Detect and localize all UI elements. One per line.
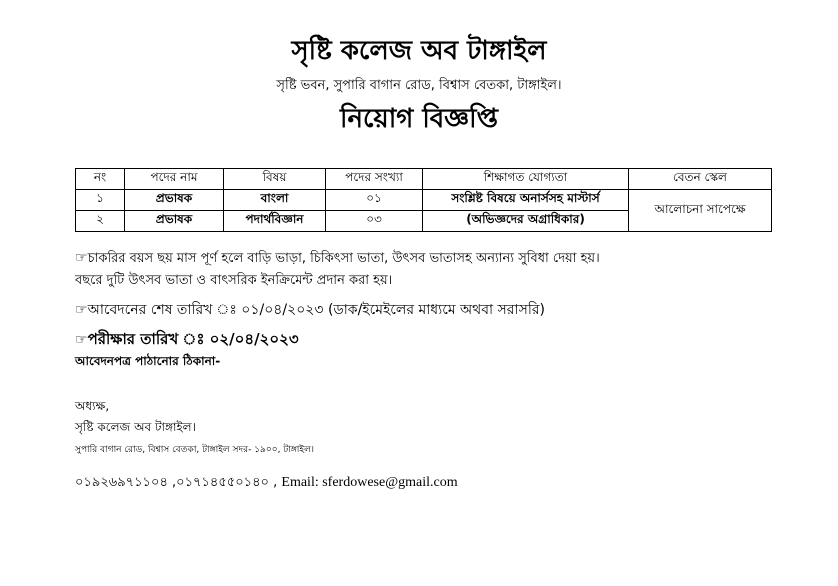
benefits-line-2: বছরে দুটি উৎসব ভাতা ও বাৎসরিক ইনক্রিমেন্ট প্রদান করা হয়। — [75, 273, 393, 288]
deadline-text: আবেদনের শেষ তারিখ ঃ ০১/০৪/২০২৩ (ডাক/ইমেইলের মাধ্যমে অথবা সরাসরি) — [87, 302, 545, 318]
col-header-subject: বিষয় — [224, 169, 326, 190]
col-header-count: পদের সংখ্যা — [326, 169, 423, 190]
cell-post: প্রভাষক — [125, 190, 224, 211]
send-to-label: আবেদনপত্র পাঠানোর ঠিকানা- — [75, 354, 221, 368]
recipient-college: সৃষ্টি কলেজ অব টাঙ্গাইল। — [75, 420, 196, 434]
pointing-hand-icon: ☞ — [75, 250, 88, 266]
col-header-no: নং — [76, 169, 125, 190]
cell-count: ০১ — [326, 190, 423, 211]
college-title: সৃষ্টি কলেজ অব টাঙ্গাইল — [291, 36, 547, 66]
pointing-hand-icon: ☞ — [75, 332, 88, 348]
table-header-row — [76, 169, 772, 190]
benefits-line-1 — [75, 249, 600, 270]
cell-qualification-line2: (অভিজ্ঞদের অগ্রাধিকার) — [423, 211, 629, 232]
cell-subject: বাংলা — [224, 190, 326, 211]
benefits-text-1: চাকরির বয়স ছয় মাস পূর্ণ হলে বাড়ি ভাড়া, চিকিৎসা ভাতা, উৎসব ভাতাসহ অন্যান্য সুবিধা দেয়া হয়। — [87, 251, 600, 266]
vacancy-table — [75, 168, 772, 232]
cell-post: প্রভাষক — [125, 211, 224, 232]
notice-heading: নিয়োগ বিজ্ঞপ্তি — [340, 104, 498, 134]
cell-salary: আলোচনা সাপেক্ষে — [629, 190, 772, 232]
cell-no: ২ — [76, 211, 125, 232]
col-header-qualification: শিক্ষাগত যোগ্যতা — [423, 169, 629, 190]
email-address: Email: sferdowese@gmail.com — [281, 475, 458, 490]
college-address: সৃষ্টি ভবন, সুপারি বাগান রোড, বিশ্বাস বেতকা, টাঙ্গাইল। — [276, 78, 562, 93]
recipient: অধ্যক্ষ, — [75, 399, 110, 413]
cell-no: ১ — [76, 190, 125, 211]
phone-numbers: ০১৯২৬৯৭১১০৪ ,০১৭১৪৫৫০১৪০ , — [75, 475, 278, 490]
contact-line — [75, 473, 458, 494]
table-row — [76, 190, 772, 211]
cell-count: ০৩ — [326, 211, 423, 232]
postal-address: সুপারি বাগান রোড, বিশ্বাস বেতকা, টাঙ্গাইল সদর- ১৯০০, টাঙ্গাইল। — [75, 445, 315, 455]
exam-date-line — [75, 328, 299, 353]
exam-date-text: পরীক্ষার তারিখ ঃ ০২/০৪/২০২৩ — [87, 330, 299, 348]
col-header-post: পদের নাম — [125, 169, 224, 190]
deadline-line — [75, 298, 545, 322]
cell-qualification-line1: সংশ্লিষ্ট বিষয়ে অনার্সসহ মাস্টার্স — [423, 190, 629, 211]
pointing-hand-icon: ☞ — [75, 302, 88, 318]
cell-subject: পদার্থবিজ্ঞান — [224, 211, 326, 232]
col-header-salary: বেতন স্কেল — [629, 169, 772, 190]
